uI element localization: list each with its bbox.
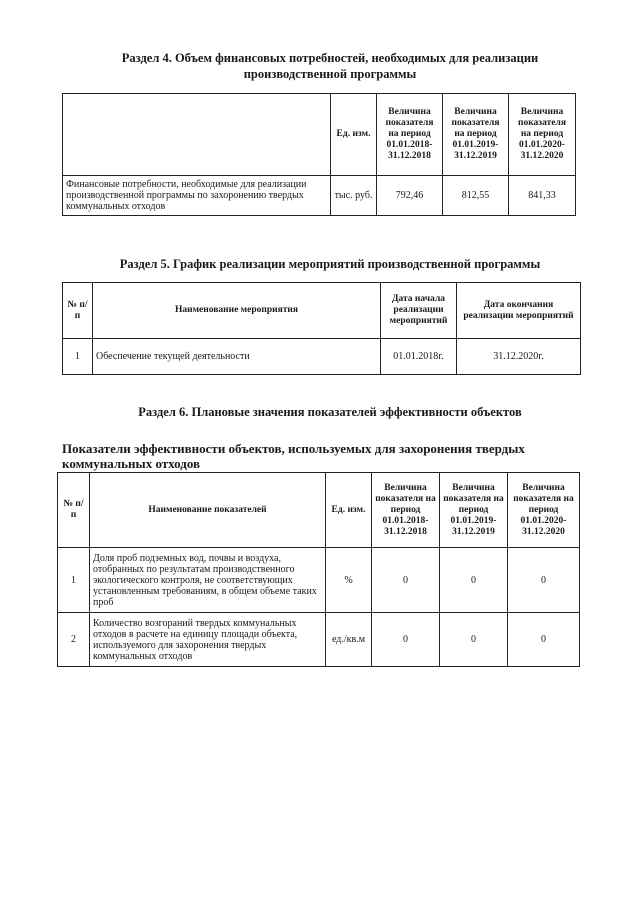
section5-title: Раздел 5. График реализации мероприятий производственной программы — [119, 257, 541, 271]
section5-header-start: Дата начала реализации мероприятий — [381, 283, 457, 339]
section4-title-line2: производственной программы — [243, 67, 417, 81]
section4-header-period-2018: Величина показателя на период 01.01.2018-31.12.2018 — [377, 94, 443, 176]
section6-header-period-2019: Величина показателя на период 01.01.2019-31.12.2019 — [440, 473, 508, 548]
section4-row-value-2020: 841,33 — [509, 176, 576, 216]
section4-header-unit: Ед. изм. — [331, 94, 377, 176]
section6-row1-value-2020: 0 — [508, 548, 580, 613]
section5-header-num: № п/п — [63, 283, 93, 339]
section6-row1-value-2018: 0 — [372, 548, 440, 613]
table-row — [58, 613, 580, 667]
section6-header-unit: Ед. изм. — [326, 473, 372, 548]
section5-header-end: Дата окончания реализации мероприятий — [457, 283, 581, 339]
section6-subtitle-line2: коммунальных отходов — [62, 456, 201, 471]
section6-row2-value-2020: 0 — [508, 613, 580, 667]
section6-table — [57, 472, 580, 667]
section4-row-unit: тыс. руб. — [331, 176, 377, 216]
section4-title-line1: Раздел 4. Объем финансовых потребностей, необходимых для реализации — [121, 51, 539, 65]
section4-row-value-2018: 792,46 — [377, 176, 443, 216]
section4-table — [62, 93, 576, 216]
section6-title: Раздел 6. Плановые значения показателей эффективности объектов — [138, 405, 522, 419]
section6-row1-unit: % — [326, 548, 372, 613]
section4-row-name: Финансовые потребности, необходимые для реализации производственной программы по захоронению твердых коммунальных отходов — [63, 176, 331, 216]
section6-row2-value-2018: 0 — [372, 613, 440, 667]
section5-row-end: 31.12.2020г. — [457, 339, 581, 375]
section5-row-name: Обеспечение текущей деятельности — [93, 339, 381, 375]
section6-row2-unit: ед./кв.м — [326, 613, 372, 667]
section6-row1-name: Доля проб подземных вод, почвы и воздуха, отобранных по результатам производственного экологического контроля, не соответствующих установленным требованиям, в общем объеме таких проб — [90, 548, 326, 613]
section4-header-period-2020: Величина показателя на период 01.01.2020-31.12.2020 — [509, 94, 576, 176]
section4-header-period-2019: Величина показателя на период 01.01.2019-31.12.2019 — [443, 94, 509, 176]
section6-header-period-2020: Величина показателя на период 01.01.2020-31.12.2020 — [508, 473, 580, 548]
section4-header-blank — [63, 94, 331, 176]
section4-title — [70, 50, 590, 82]
section6-header-name: Наименование показателей — [90, 473, 326, 548]
section4-row-value-2019: 812,55 — [443, 176, 509, 216]
section6-header-period-2018: Величина показателя на период 01.01.2018-31.12.2018 — [372, 473, 440, 548]
section5-row-start: 01.01.2018г. — [381, 339, 457, 375]
section5-table — [62, 282, 581, 375]
section6-row2-name: Количество возгораний твердых коммунальных отходов в расчете на единицу площади объекта, используемого для захоронения твердых коммунальных отходов — [90, 613, 326, 667]
section6-row2-value-2019: 0 — [440, 613, 508, 667]
section6-row2-num: 2 — [58, 613, 90, 667]
section6-row1-num: 1 — [58, 548, 90, 613]
table-row — [63, 176, 576, 216]
table-row — [58, 548, 580, 613]
section6-header-num: № п/п — [58, 473, 90, 548]
section5-row-num: 1 — [63, 339, 93, 375]
section5-header-name: Наименование мероприятия — [93, 283, 381, 339]
section6-subtitle-line1: Показатели эффективности объектов, используемых для захоронения твердых — [62, 441, 525, 456]
section6-row1-value-2019: 0 — [440, 548, 508, 613]
table-row — [63, 339, 581, 375]
section6-subtitle — [62, 441, 582, 471]
